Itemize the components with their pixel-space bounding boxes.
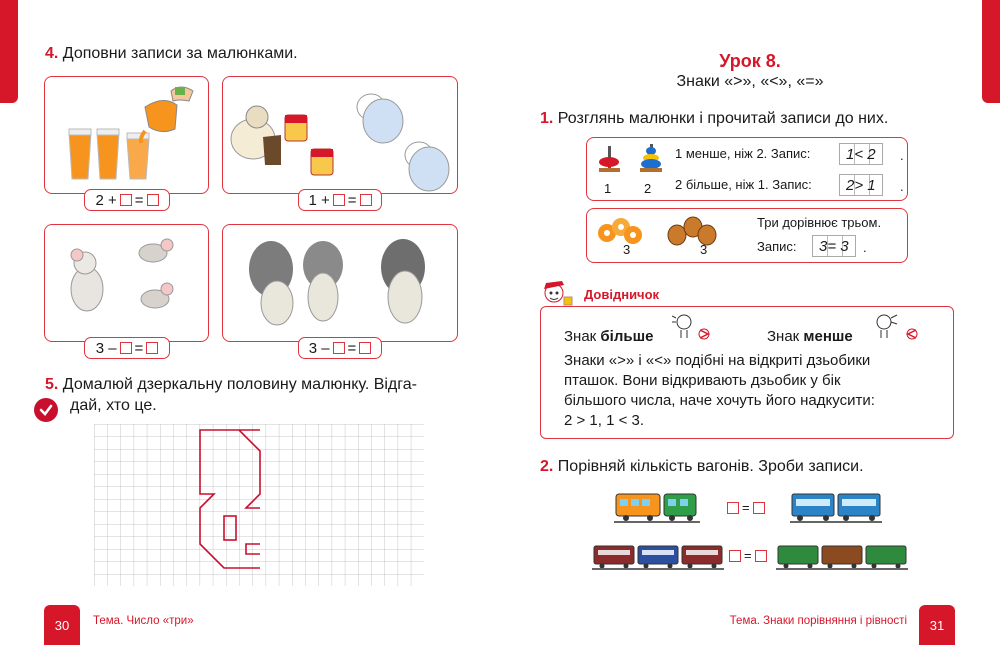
compare-row-2: = — [729, 548, 767, 563]
train-three-wagons-icon — [592, 543, 724, 571]
reference-line2: пташок. Вони відкривають дзьобик у бік — [564, 372, 841, 389]
sign-less: Знак менше — [767, 328, 853, 345]
juice-glasses-illustration — [45, 77, 210, 195]
task4-heading: 4. Доповни записи за малюнками. — [45, 45, 298, 62]
compare-row-1: = — [727, 500, 765, 515]
bird-more-icon — [672, 312, 714, 342]
donuts-cookies-icon — [593, 213, 743, 247]
drawing-grid[interactable] — [94, 424, 424, 586]
lesson-title: Урок 8. — [719, 51, 781, 71]
compare-box-2a[interactable] — [729, 550, 741, 562]
row2-dot: . — [900, 179, 904, 194]
answer-box-6[interactable] — [146, 342, 158, 354]
label-3b: 3 — [700, 242, 708, 257]
reference-line3: більшого числа, наче хочуть його надкусити: — [564, 392, 875, 409]
answer-box-2[interactable] — [147, 194, 159, 206]
row1-text: 1 менше, ніж 2. Запис: — [675, 146, 811, 161]
comparison-box-1 — [586, 137, 908, 201]
hedgehogs-illustration — [223, 225, 459, 343]
task5-line2: дай, хто це. — [70, 397, 157, 414]
reference-line1: Знаки «>» і «<» подібні на відкриті дзьобики — [564, 352, 871, 369]
boy-mascot-icon — [540, 279, 574, 307]
mice-illustration — [45, 225, 210, 343]
picture-box-sheep — [222, 76, 458, 194]
train-orange-green-icon — [614, 490, 700, 524]
row2-text: 2 більше, ніж 1. Запис: — [675, 177, 812, 192]
train-blue-icon — [790, 490, 882, 524]
task1-heading: 1. Розглянь малюнки і прочитай записи до них. — [540, 110, 889, 127]
label-1: 1 — [604, 181, 612, 196]
sheep-drums-illustration — [223, 77, 459, 195]
compare-box-1a[interactable] — [727, 502, 739, 514]
picture-box-mice — [44, 224, 209, 342]
train-green-brown-icon — [776, 543, 908, 571]
left-footer-topic: Тема. Число «три» — [93, 615, 194, 627]
reference-line4: 2 > 1, 1 < 3. — [564, 412, 645, 429]
row1-dot: . — [900, 148, 904, 163]
answer-box-4[interactable] — [360, 194, 372, 206]
sign-more: Знак більше — [564, 328, 654, 345]
row3-text2: Запис: — [757, 239, 797, 254]
task2-heading: 2. Порівняй кількість вагонів. Зроби записи. — [540, 458, 864, 475]
answer-box-8[interactable] — [359, 342, 371, 354]
ring-pyramids-icon — [595, 142, 675, 182]
equation-1: 2 + = — [84, 189, 170, 211]
answer-box-5[interactable] — [120, 342, 132, 354]
row1-record: 1< 2 — [839, 143, 883, 165]
equation-4: 3 – = — [298, 337, 382, 359]
row2-record: 2> 1 — [839, 174, 883, 196]
picture-box-juice — [44, 76, 209, 194]
comparison-box-2 — [586, 208, 908, 263]
answer-box-1[interactable] — [120, 194, 132, 206]
picture-box-hedgehogs — [222, 224, 458, 342]
check-mark-icon — [34, 398, 58, 422]
left-page-number-badge: 30 — [44, 605, 80, 645]
equation-2: 1 + = — [298, 189, 382, 211]
task5-line1: 5. Домалюй дзеркальну половину малюнку. Відга- — [45, 376, 417, 393]
label-2: 2 — [644, 181, 652, 196]
reference-title: Довідничок — [584, 287, 660, 302]
compare-box-1b[interactable] — [753, 502, 765, 514]
label-3a: 3 — [623, 242, 631, 257]
answer-box-3[interactable] — [333, 194, 345, 206]
row3-dot: . — [863, 240, 867, 255]
equation-3: 3 – = — [84, 337, 170, 359]
compare-box-2b[interactable] — [755, 550, 767, 562]
row3-record: 3= 3 — [812, 235, 856, 257]
lesson-subtitle: Знаки «>», «<», «=» — [676, 73, 824, 90]
answer-box-7[interactable] — [333, 342, 345, 354]
bird-less-icon — [874, 312, 920, 342]
right-page-number-badge: 31 — [919, 605, 955, 645]
right-footer-topic: Тема. Знаки порівняння і рівності — [729, 615, 907, 627]
row3-text1: Три дорівнює трьом. — [757, 215, 882, 230]
